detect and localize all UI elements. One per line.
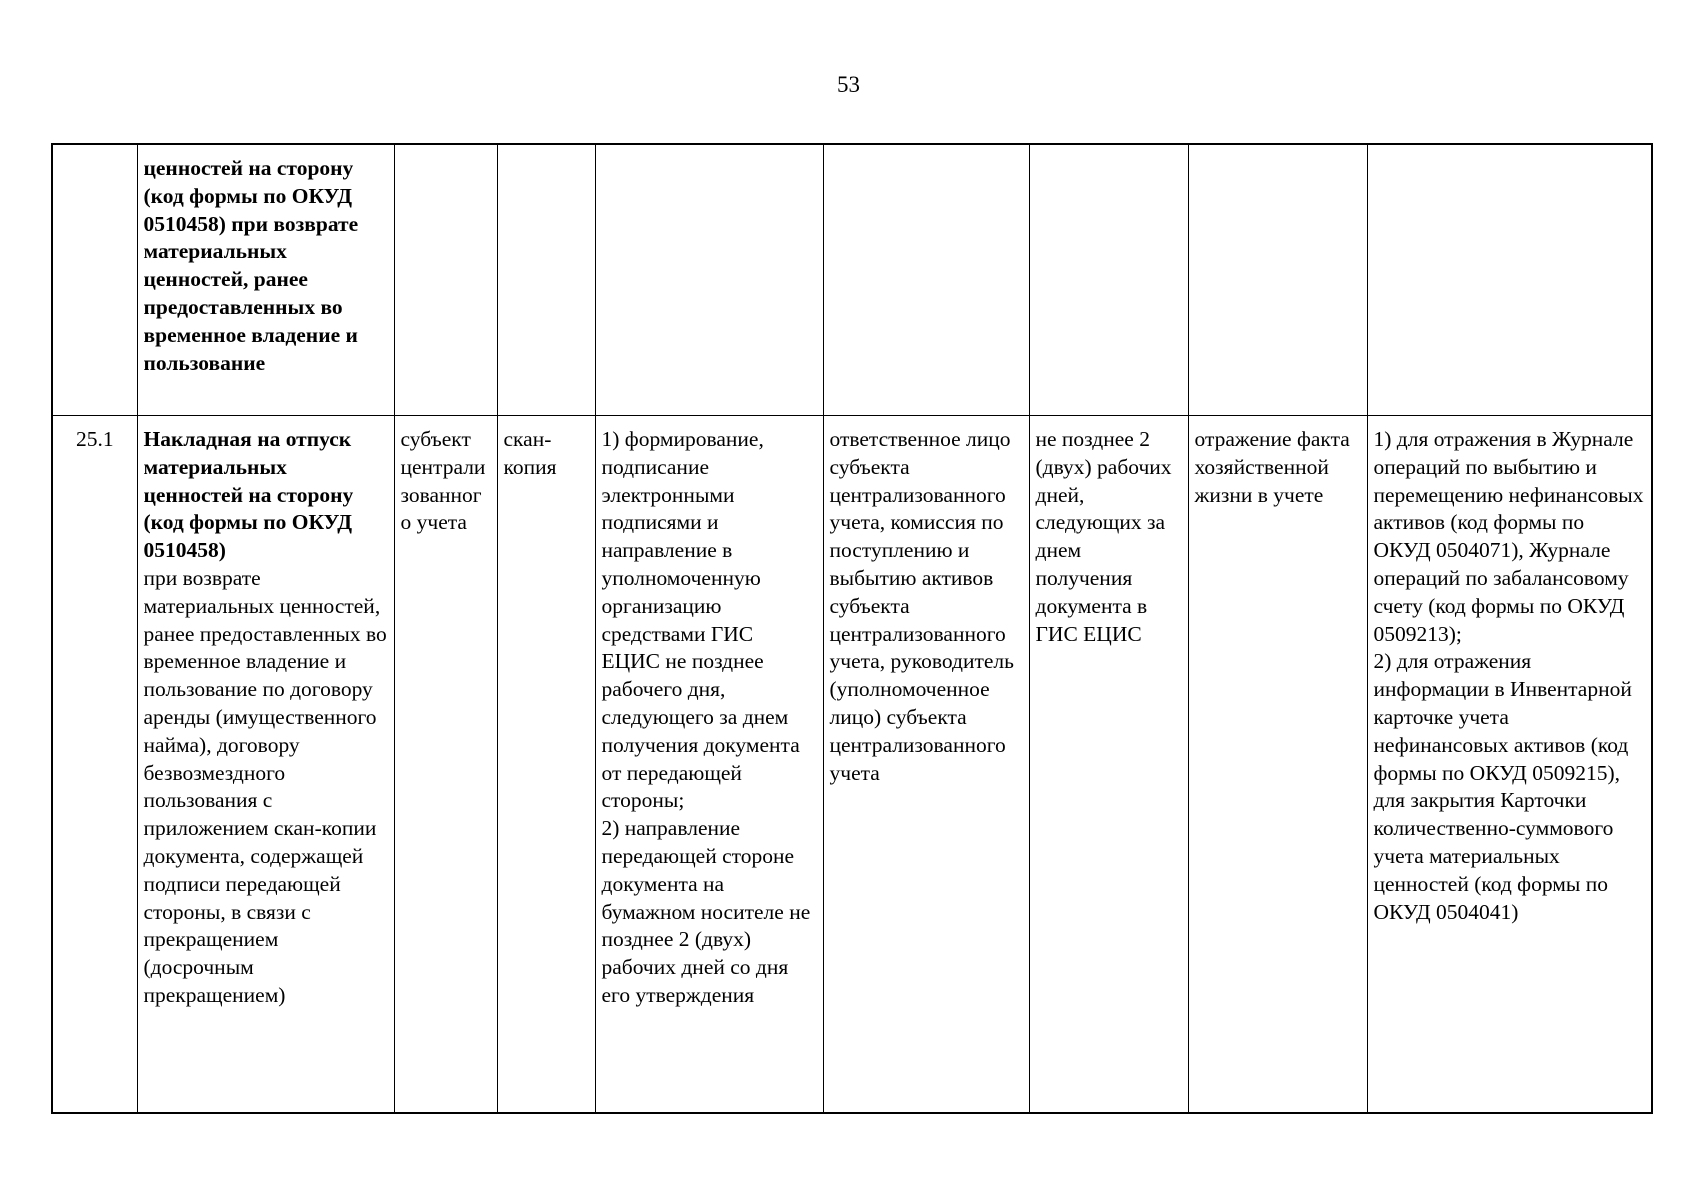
document-name-bold: ценностей на сторону (код формы по ОКУД 0510458) при возврате материальных ценностей, ранее предоставленных во временное владение и пользование [143, 156, 359, 375]
register-item: 2) для отражения информации в Инвентарной карточке учета нефинансовых активов (код формы по ОКУД 0509215), для закрытия Карточки количественно-суммового учета материальных ценностей (код формы по ОКУД 0504041) [1373, 649, 1632, 924]
row-number-cell [52, 144, 137, 416]
registers-cell [1367, 144, 1652, 416]
creator-cell: субъект централизованного учета [394, 416, 497, 1114]
procedure-item: 2) направление передающей стороне документа на бумажном носителе не позднее 2 (двух) рабочих дней со дня его утверждения [601, 816, 811, 1007]
document-name-cell [137, 144, 394, 416]
registers-cell [1367, 416, 1652, 1114]
purpose-cell: отражение факта хозяйственной жизни в учете [1188, 416, 1367, 1114]
document-table [51, 143, 1653, 1114]
document-name-detail: при возврате материальных ценностей, ранее предоставленных во временное владение и пользование по договору аренды (имущественного найма), договору безвозмездного пользования с приложением скан-копии документа, содержащей подписи передающей стороны, в связи с прекращением (досрочным прекращением) [143, 565, 387, 1007]
procedure-item: 1) формирование, подписание электронными подписями и направление в уполномоченную организацию средствами ГИС ЕЦИС не позднее рабочего дня, следующего за днем получения документа от передающей стороны; [601, 427, 800, 813]
register-item: 1) для отражения в Журнале операций по выбытию и перемещению нефинансовых активов (код формы по ОКУД 0504071), Журнале операций по забалансовому счету (код формы по ОКУД 0509213); [1373, 427, 1644, 646]
responsible-cell [823, 144, 1029, 416]
page-number: 53 [837, 72, 860, 97]
deadline-cell: не позднее 2 (двух) рабочих дней, следующих за днем получения документа в ГИС ЕЦИС [1029, 416, 1188, 1114]
row-number-cell: 25.1 [52, 416, 137, 1114]
creator-cell [394, 144, 497, 416]
responsible-cell: ответственное лицо субъекта централизованного учета, комиссия по поступлению и выбытию активов субъекта централизованного учета, руководитель (уполномоченное лицо) субъекта централизованного учета [823, 416, 1029, 1114]
document-name-bold: Накладная на отпуск материальных ценностей на сторону (код формы по ОКУД 0510458) [143, 427, 354, 563]
format-cell [497, 144, 595, 416]
purpose-cell [1188, 144, 1367, 416]
procedure-cell [595, 144, 823, 416]
deadline-cell [1029, 144, 1188, 416]
table-row [52, 416, 1652, 1114]
procedure-cell [595, 416, 823, 1114]
format-cell: скан-копия [497, 416, 595, 1114]
table-row [52, 144, 1652, 416]
document-name-cell [137, 416, 394, 1114]
